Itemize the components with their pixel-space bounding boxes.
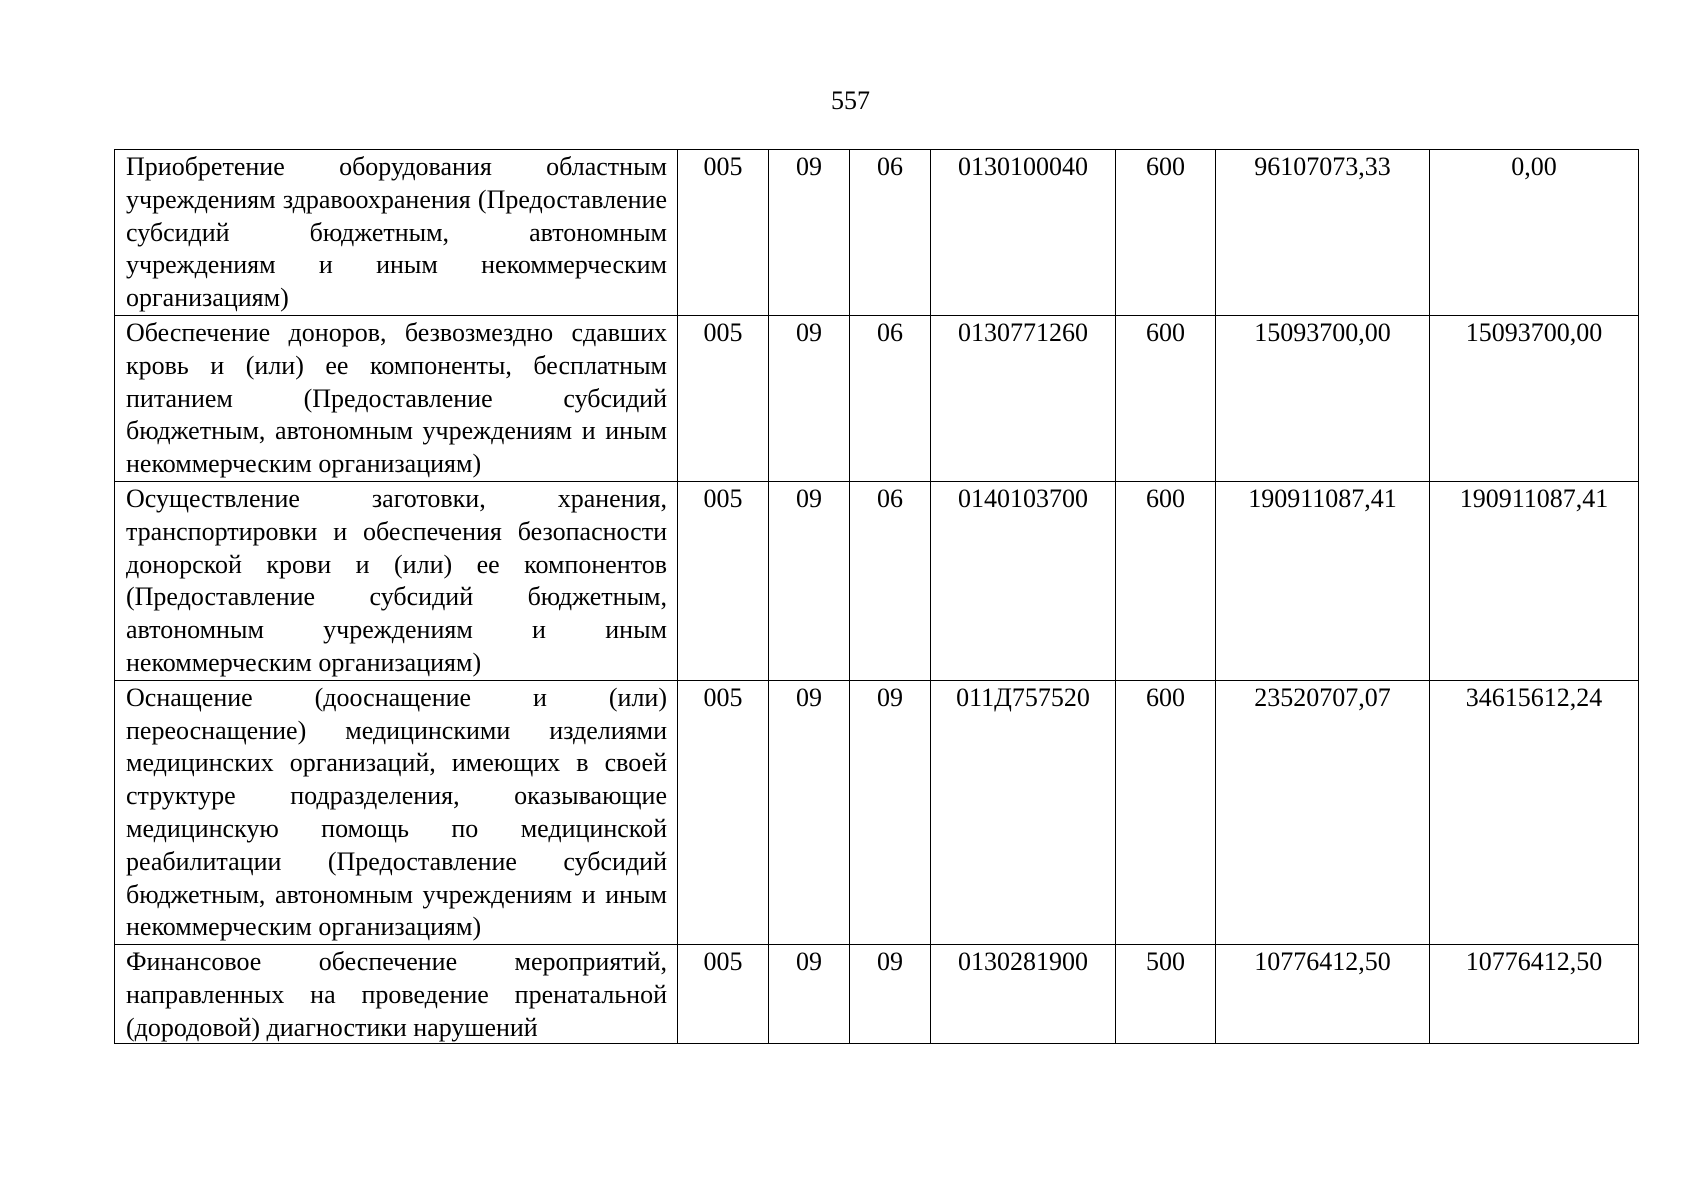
page-number: 557 bbox=[831, 86, 870, 115]
expense-type-code: 600 bbox=[1116, 481, 1216, 680]
amount-year-1: 96107073,33 bbox=[1216, 150, 1430, 316]
section-code: 09 bbox=[769, 680, 850, 944]
section-code: 09 bbox=[769, 945, 850, 1044]
row-name: Оснащение (дооснащение и (или) переоснащение) медицинскими изделиями медицинских организаций, имеющих в своей структуре подразделения, оказывающие медицинскую помощь по медицинской реабилитации (Предоставление субсидий бюджетным, автономным учреждениям и иным некоммерческим организациям) bbox=[115, 680, 678, 944]
target-article-code: 011Д757520 bbox=[931, 680, 1116, 944]
target-article-code: 0130281900 bbox=[931, 945, 1116, 1044]
row-name: Обеспечение доноров, безвозмездно сдавших кровь и (или) ее компоненты, бесплатным питанием (Предоставление субсидий бюджетным, автономным учреждениям и иным некоммерческим организациям) bbox=[115, 315, 678, 481]
amount-year-2: 10776412,50 bbox=[1430, 945, 1639, 1044]
section-code: 09 bbox=[769, 481, 850, 680]
dept-code: 005 bbox=[678, 481, 769, 680]
target-article-code: 0130771260 bbox=[931, 315, 1116, 481]
table-row bbox=[115, 150, 1639, 316]
subsection-code: 06 bbox=[850, 481, 931, 680]
dept-code: 005 bbox=[678, 150, 769, 316]
amount-year-2: 15093700,00 bbox=[1430, 315, 1639, 481]
table-row bbox=[115, 315, 1639, 481]
amount-year-2: 190911087,41 bbox=[1430, 481, 1639, 680]
table-row bbox=[115, 945, 1639, 1044]
expense-type-code: 600 bbox=[1116, 315, 1216, 481]
amount-year-1: 190911087,41 bbox=[1216, 481, 1430, 680]
dept-code: 005 bbox=[678, 315, 769, 481]
subsection-code: 09 bbox=[850, 680, 931, 944]
table-row bbox=[115, 680, 1639, 944]
row-name: Осуществление заготовки, хранения, транспортировки и обеспечения безопасности донорской крови и (или) ее компонентов (Предоставление субсидий бюджетным, автономным учреждениям и иным некоммерческим организациям) bbox=[115, 481, 678, 680]
expense-type-code: 600 bbox=[1116, 680, 1216, 944]
amount-year-2: 0,00 bbox=[1430, 150, 1639, 316]
row-name: Приобретение оборудования областным учреждениям здравоохранения (Предоставление субсидий бюджетным, автономным учреждениям и иным некоммерческим организациям) bbox=[115, 150, 678, 316]
expense-type-code: 500 bbox=[1116, 945, 1216, 1044]
target-article-code: 0130100040 bbox=[931, 150, 1116, 316]
subsection-code: 06 bbox=[850, 315, 931, 481]
dept-code: 005 bbox=[678, 945, 769, 1044]
expense-type-code: 600 bbox=[1116, 150, 1216, 316]
section-code: 09 bbox=[769, 315, 850, 481]
dept-code: 005 bbox=[678, 680, 769, 944]
row-name bbox=[115, 945, 678, 1044]
amount-year-1: 23520707,07 bbox=[1216, 680, 1430, 944]
section-code: 09 bbox=[769, 150, 850, 316]
amount-year-1: 15093700,00 bbox=[1216, 315, 1430, 481]
target-article-code: 0140103700 bbox=[931, 481, 1116, 680]
row-name-text: Финансовое обеспечение мероприятий, направленных на проведение пренатальной (дородовой) диагностики нарушений bbox=[126, 947, 667, 1042]
amount-year-2: 34615612,24 bbox=[1430, 680, 1639, 944]
amount-year-1: 10776412,50 bbox=[1216, 945, 1430, 1044]
table-row bbox=[115, 481, 1639, 680]
subsection-code: 09 bbox=[850, 945, 931, 1044]
budget-table bbox=[114, 149, 1639, 1044]
subsection-code: 06 bbox=[850, 150, 931, 316]
